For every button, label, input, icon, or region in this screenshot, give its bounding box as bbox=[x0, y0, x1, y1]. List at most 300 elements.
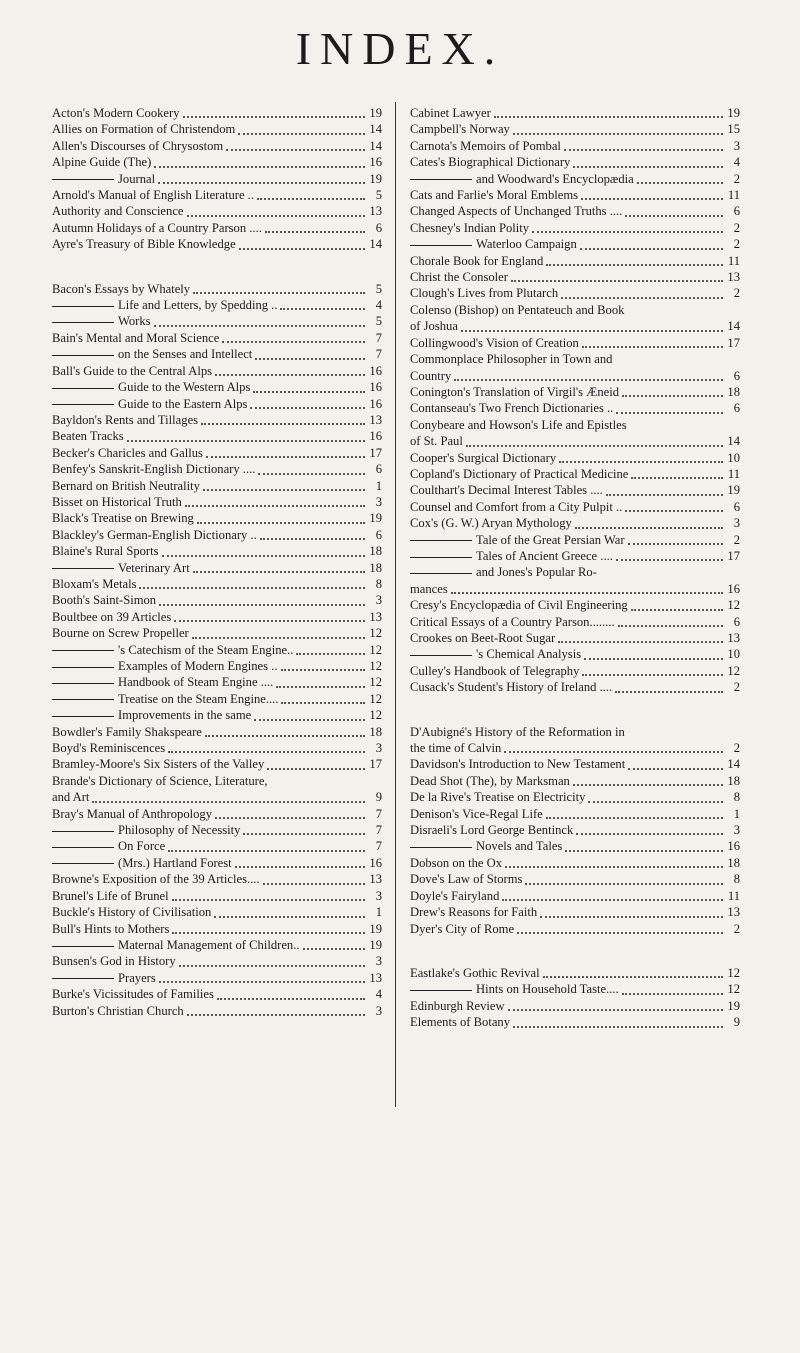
entry-text: Blackley's German-English Dictionary .. bbox=[52, 527, 257, 542]
leader-dots bbox=[235, 865, 365, 868]
index-entry bbox=[52, 871, 382, 887]
entry-label bbox=[52, 138, 223, 154]
entry-label bbox=[52, 674, 273, 690]
entry-label bbox=[410, 548, 613, 564]
page-number: 2 bbox=[733, 171, 740, 186]
entry-label bbox=[410, 904, 537, 920]
entry-label bbox=[410, 855, 502, 871]
entry-text: Copland's Dictionary of Practical Medicine bbox=[410, 466, 629, 481]
ditto-rule bbox=[52, 847, 114, 848]
leader-dots bbox=[172, 898, 365, 901]
entry-text: Buckle's History of Civilisation bbox=[52, 905, 212, 920]
entry-label bbox=[410, 773, 570, 789]
index-entry bbox=[410, 368, 740, 384]
index-entry bbox=[410, 630, 740, 646]
leader-dots bbox=[187, 214, 365, 217]
leader-dots bbox=[139, 586, 365, 589]
entry-label bbox=[410, 888, 499, 904]
page-number: 12 bbox=[369, 626, 382, 641]
entry-text: Chesney's Indian Polity bbox=[410, 220, 530, 235]
page-number: 19 bbox=[369, 921, 382, 936]
entry-text: (Mrs.) Hartland Forest bbox=[118, 855, 232, 870]
entry-text: Beaten Tracks bbox=[52, 429, 124, 444]
entry-label bbox=[410, 871, 522, 887]
entry-text: Coulthart's Decimal Interest Tables .... bbox=[410, 483, 603, 498]
leader-dots bbox=[205, 734, 365, 737]
index-entry bbox=[52, 527, 382, 543]
ditto-rule bbox=[52, 388, 114, 389]
leader-dots bbox=[513, 1025, 723, 1028]
index-entry bbox=[410, 532, 740, 548]
leader-dots bbox=[584, 657, 723, 660]
ditto-rule bbox=[52, 863, 114, 864]
index-entry bbox=[410, 236, 740, 252]
entry-text: Benfey's Sanskrit-English Dictionary .... bbox=[52, 462, 256, 477]
entry-text: Guide to the Western Alps bbox=[118, 380, 251, 395]
entry-text: Autumn Holidays of a Country Parson .... bbox=[52, 220, 262, 235]
leader-dots bbox=[215, 373, 365, 376]
page-number: 3 bbox=[733, 823, 740, 838]
entry-text: Bacon's Essays by Whately bbox=[52, 281, 191, 296]
page-number: 12 bbox=[369, 642, 382, 657]
index-entry bbox=[410, 679, 740, 695]
page-number: 5 bbox=[375, 314, 382, 329]
entry-text: Dobson on the Ox bbox=[410, 855, 502, 870]
page-number: 8 bbox=[733, 790, 740, 805]
leader-dots bbox=[451, 591, 723, 594]
entry-label bbox=[410, 171, 634, 187]
entry-label bbox=[52, 445, 203, 461]
ditto-rule bbox=[410, 245, 472, 246]
ditto-rule bbox=[52, 650, 114, 651]
index-entry bbox=[410, 220, 740, 236]
index-entry bbox=[410, 564, 740, 580]
entry-label bbox=[52, 953, 176, 969]
leader-dots bbox=[637, 181, 723, 184]
entry-label bbox=[410, 822, 573, 838]
leader-dots bbox=[616, 411, 723, 414]
index-entry bbox=[410, 482, 740, 498]
entry-text: Denison's Vice-Regal Life bbox=[410, 806, 543, 821]
page-number: 17 bbox=[369, 445, 382, 460]
entry-label bbox=[52, 576, 136, 592]
index-entry bbox=[410, 614, 740, 630]
entry-text: Alpine Guide (The) bbox=[52, 155, 152, 170]
entry-label bbox=[52, 855, 232, 871]
entry-text: Burke's Vicissitudes of Families bbox=[52, 987, 214, 1002]
index-entry bbox=[410, 773, 740, 789]
index-entry bbox=[52, 642, 382, 658]
entry-label bbox=[52, 921, 169, 937]
page-number: 11 bbox=[727, 466, 740, 481]
entry-text: Blaine's Rural Sports bbox=[52, 544, 159, 559]
index-entry bbox=[52, 1003, 382, 1019]
index-entry bbox=[52, 478, 382, 494]
leader-dots bbox=[281, 701, 365, 704]
page-number: 17 bbox=[727, 335, 740, 350]
entry-label bbox=[410, 789, 585, 805]
index-entry bbox=[410, 384, 740, 400]
entry-text: Drew's Reasons for Faith bbox=[410, 905, 538, 920]
index-entry bbox=[52, 363, 382, 379]
index-entry bbox=[410, 806, 740, 822]
leader-dots bbox=[573, 165, 723, 168]
page-number: 18 bbox=[727, 773, 740, 788]
index-entry bbox=[410, 756, 740, 772]
index-entry bbox=[410, 417, 740, 433]
index-entry bbox=[410, 285, 740, 301]
entry-label bbox=[52, 888, 169, 904]
leader-dots bbox=[561, 296, 723, 299]
index-entry bbox=[410, 789, 740, 805]
entry-text: Allies on Formation of Christendom bbox=[52, 122, 236, 137]
page-number: 14 bbox=[369, 237, 382, 252]
entry-label bbox=[52, 756, 264, 772]
entry-text: Bernard on British Neutrality bbox=[52, 478, 200, 493]
page-number: 18 bbox=[369, 724, 382, 739]
leader-dots bbox=[222, 340, 365, 343]
index-entry bbox=[52, 396, 382, 412]
entry-label bbox=[52, 281, 190, 297]
index-entry bbox=[52, 220, 382, 236]
leader-dots bbox=[573, 783, 723, 786]
leader-dots bbox=[159, 603, 365, 606]
leader-dots bbox=[92, 800, 365, 803]
index-entry bbox=[410, 187, 740, 203]
entry-label bbox=[410, 335, 579, 351]
entry-label bbox=[52, 904, 211, 920]
page-number: 6 bbox=[733, 204, 740, 219]
leader-dots bbox=[606, 493, 723, 496]
leader-dots bbox=[183, 115, 366, 118]
entry-text: Disraeli's Lord George Bentinck bbox=[410, 823, 574, 838]
leader-dots bbox=[525, 882, 723, 885]
entry-label bbox=[52, 428, 124, 444]
entry-text: Becker's Charicles and Gallus bbox=[52, 445, 203, 460]
entry-label bbox=[410, 663, 579, 679]
entry-label bbox=[410, 838, 562, 854]
page-number: 4 bbox=[375, 987, 382, 1002]
index-entry bbox=[410, 597, 740, 613]
entry-label bbox=[410, 515, 572, 531]
entry-text: Tales of Ancient Greece .... bbox=[476, 548, 613, 563]
entry-text: Bourne on Screw Propeller bbox=[52, 626, 189, 641]
index-entry bbox=[52, 543, 382, 559]
page-number: 11 bbox=[727, 188, 740, 203]
page-number: 15 bbox=[727, 122, 740, 137]
leader-dots bbox=[254, 718, 365, 721]
index-entry bbox=[410, 433, 740, 449]
leader-dots bbox=[158, 181, 365, 184]
index-entry bbox=[410, 203, 740, 219]
page-number: 18 bbox=[369, 544, 382, 559]
page-number: 2 bbox=[733, 741, 740, 756]
index-entry bbox=[52, 138, 382, 154]
entry-text: Carnota's Memoirs of Pombal bbox=[410, 138, 561, 153]
index-entry bbox=[410, 871, 740, 887]
entry-text: Life and Letters, by Spedding .. bbox=[118, 298, 278, 313]
entry-label bbox=[410, 614, 615, 630]
leader-dots bbox=[618, 624, 723, 627]
leader-dots bbox=[179, 964, 365, 967]
entry-label bbox=[410, 756, 625, 772]
leader-dots bbox=[127, 439, 365, 442]
entry-label bbox=[52, 510, 194, 526]
entry-label bbox=[52, 773, 268, 789]
page-number: 6 bbox=[375, 462, 382, 477]
ditto-rule bbox=[410, 573, 472, 574]
leader-dots bbox=[504, 750, 723, 753]
entry-text: Burton's Christian Church bbox=[52, 1003, 184, 1018]
leader-dots bbox=[258, 472, 365, 475]
entry-text: Guide to the Eastern Alps bbox=[118, 396, 248, 411]
entry-label bbox=[410, 646, 581, 662]
entry-text: Eastlake's Gothic Revival bbox=[410, 965, 540, 980]
entry-text: Journal bbox=[118, 171, 156, 186]
index-entry bbox=[410, 581, 740, 597]
leader-dots bbox=[588, 800, 723, 803]
index-entry bbox=[410, 105, 740, 121]
entry-text: the time of Calvin bbox=[410, 741, 502, 756]
page-number: 12 bbox=[369, 659, 382, 673]
leader-dots bbox=[250, 406, 365, 409]
leader-dots bbox=[631, 608, 723, 611]
index-entry bbox=[52, 838, 382, 854]
entry-label bbox=[52, 203, 184, 219]
entry-label bbox=[52, 171, 155, 187]
ditto-rule bbox=[410, 179, 472, 180]
entry-label bbox=[410, 965, 540, 981]
leader-dots bbox=[217, 997, 365, 1000]
entry-text: De la Rive's Treatise on Electricity bbox=[410, 790, 586, 805]
leader-dots bbox=[303, 947, 365, 950]
entry-text: 's Chemical Analysis bbox=[476, 647, 582, 662]
entry-text: Critical Essays of a Country Parson........ bbox=[410, 614, 615, 629]
ditto-rule bbox=[410, 557, 472, 558]
entry-text: Bray's Manual of Anthropology bbox=[52, 806, 213, 821]
index-entry bbox=[410, 921, 740, 937]
leader-dots bbox=[631, 476, 723, 479]
entry-label bbox=[52, 658, 278, 674]
page-number: 7 bbox=[375, 839, 382, 854]
page-number: 3 bbox=[733, 516, 740, 531]
index-entry bbox=[52, 625, 382, 641]
entry-label bbox=[52, 396, 247, 412]
entry-text: Bunsen's God in History bbox=[52, 954, 176, 969]
leader-dots bbox=[185, 504, 365, 507]
index-column-right bbox=[410, 105, 740, 1031]
entry-text: Dead Shot (The), by Marksman bbox=[410, 773, 570, 788]
entry-text: Philosophy of Necessity bbox=[118, 823, 241, 838]
index-entry bbox=[52, 953, 382, 969]
leader-dots bbox=[174, 619, 365, 622]
page-number: 9 bbox=[375, 790, 382, 805]
entry-text: Collingwood's Vision of Creation bbox=[410, 335, 579, 350]
entry-label bbox=[52, 740, 165, 756]
page-number: 12 bbox=[369, 675, 382, 690]
entry-text: Treatise on the Steam Engine.... bbox=[118, 691, 279, 706]
page-number: 6 bbox=[733, 401, 740, 416]
leader-dots bbox=[193, 570, 365, 573]
page-number: 4 bbox=[375, 298, 382, 313]
leader-dots bbox=[558, 640, 723, 643]
page-number: 11 bbox=[727, 888, 740, 903]
leader-dots bbox=[263, 882, 365, 885]
index-entry bbox=[52, 297, 382, 313]
entry-text: Dove's Law of Storms bbox=[410, 872, 523, 887]
page-number: 19 bbox=[369, 106, 382, 120]
index-entry bbox=[52, 203, 382, 219]
entry-label bbox=[410, 679, 612, 695]
leader-dots bbox=[502, 898, 723, 901]
entry-label bbox=[52, 937, 300, 953]
page-number: 19 bbox=[369, 171, 382, 186]
entry-label bbox=[410, 482, 603, 498]
index-entry bbox=[410, 663, 740, 679]
index-entry bbox=[52, 724, 382, 740]
leader-dots bbox=[582, 345, 723, 348]
leader-dots bbox=[197, 521, 365, 524]
page-number: 2 bbox=[733, 680, 740, 695]
entry-text: Booth's Saint-Simon bbox=[52, 593, 157, 608]
entry-label bbox=[52, 1003, 184, 1019]
entry-label bbox=[410, 318, 458, 334]
ditto-rule bbox=[52, 355, 114, 356]
ditto-rule bbox=[52, 683, 114, 684]
ditto-rule bbox=[52, 978, 114, 979]
page-number: 2 bbox=[733, 532, 740, 547]
entry-text: Bayldon's Rents and Tillages bbox=[52, 412, 199, 427]
leader-dots bbox=[192, 636, 365, 639]
page-number: 16 bbox=[727, 839, 740, 854]
entry-label bbox=[410, 121, 510, 137]
index-entry bbox=[52, 937, 382, 953]
leader-dots bbox=[168, 750, 365, 753]
page-number: 9 bbox=[733, 1015, 740, 1030]
section-gap bbox=[52, 253, 382, 281]
entry-text: Davidson's Introduction to New Testament bbox=[410, 757, 626, 772]
entry-label bbox=[410, 351, 612, 367]
entry-label bbox=[410, 724, 625, 740]
entry-label bbox=[52, 822, 240, 838]
index-entry bbox=[52, 445, 382, 461]
index-entry bbox=[410, 466, 740, 482]
entry-text: Crookes on Beet-Root Sugar bbox=[410, 631, 556, 645]
page-title: INDEX. bbox=[295, 23, 505, 74]
entry-label bbox=[410, 499, 622, 515]
index-entry bbox=[410, 450, 740, 466]
leader-dots bbox=[581, 197, 723, 200]
leader-dots bbox=[454, 378, 723, 381]
index-entry bbox=[52, 822, 382, 838]
entry-text: Christ the Consoler bbox=[410, 270, 508, 285]
column-divider bbox=[395, 102, 396, 1107]
index-entry bbox=[410, 965, 740, 981]
entry-label bbox=[52, 986, 214, 1002]
ditto-rule bbox=[52, 831, 114, 832]
entry-label bbox=[410, 564, 597, 580]
index-entry bbox=[52, 412, 382, 428]
leader-dots bbox=[564, 148, 723, 151]
page-number: 2 bbox=[733, 220, 740, 235]
leader-dots bbox=[628, 767, 723, 770]
entry-text: Cresy's Encyclopædia of Civil Engineering bbox=[410, 598, 628, 613]
ditto-rule bbox=[52, 404, 114, 405]
index-entry bbox=[410, 515, 740, 531]
entry-text: and Jones's Popular Ro- bbox=[476, 565, 597, 580]
entry-text: Improvements in the same bbox=[118, 708, 252, 723]
entry-label bbox=[410, 581, 448, 597]
ditto-rule bbox=[410, 655, 472, 656]
index-entry bbox=[52, 428, 382, 444]
entry-label bbox=[52, 592, 156, 608]
page-number: 7 bbox=[375, 330, 382, 345]
index-entry bbox=[52, 921, 382, 937]
page-number: 16 bbox=[369, 155, 382, 170]
entry-text: Works bbox=[118, 314, 151, 329]
entry-text: Veterinary Art bbox=[118, 560, 190, 575]
page-number: 1 bbox=[375, 478, 382, 493]
page-number: 16 bbox=[369, 380, 382, 395]
leader-dots bbox=[215, 816, 365, 819]
entry-text: of St. Paul bbox=[410, 434, 463, 449]
leader-dots bbox=[187, 1013, 365, 1016]
leader-dots bbox=[255, 357, 365, 360]
page-number: 2 bbox=[733, 237, 740, 252]
index-entry bbox=[52, 560, 382, 576]
page-number: 3 bbox=[375, 494, 382, 509]
entry-label bbox=[410, 253, 543, 269]
leader-dots bbox=[622, 394, 723, 397]
entry-label bbox=[410, 433, 463, 449]
leader-dots bbox=[280, 307, 365, 310]
entry-label bbox=[52, 346, 252, 362]
section-gap bbox=[410, 696, 740, 724]
index-entry bbox=[410, 351, 740, 367]
entry-label bbox=[410, 138, 561, 154]
entry-text: Bloxam's Metals bbox=[52, 576, 137, 591]
index-entry bbox=[52, 904, 382, 920]
entry-label bbox=[410, 1014, 510, 1030]
entry-text: mances bbox=[410, 581, 448, 596]
page-number: 5 bbox=[375, 188, 382, 203]
entry-label bbox=[52, 330, 219, 346]
leader-dots bbox=[575, 526, 723, 529]
index-entry bbox=[52, 105, 382, 121]
leader-dots bbox=[580, 247, 723, 250]
index-entry bbox=[410, 400, 740, 416]
ditto-rule bbox=[52, 699, 114, 700]
index-entry bbox=[52, 986, 382, 1002]
index-entry bbox=[410, 253, 740, 269]
index-entry bbox=[410, 740, 740, 756]
leader-dots bbox=[576, 832, 723, 835]
entry-label bbox=[52, 461, 255, 477]
leader-dots bbox=[203, 488, 365, 491]
entry-text: Novels and Tales bbox=[476, 839, 563, 854]
entry-text: and Woodward's Encyclopædia bbox=[476, 171, 634, 186]
entry-label bbox=[52, 236, 236, 252]
entry-text: Bramley-Moore's Six Sisters of the Valley bbox=[52, 757, 265, 772]
page-number: 19 bbox=[727, 483, 740, 498]
entry-label bbox=[410, 187, 578, 203]
leader-dots bbox=[546, 263, 723, 266]
entry-text: Tale of the Great Persian War bbox=[476, 532, 625, 547]
index-entry bbox=[52, 773, 382, 789]
index-entry bbox=[410, 888, 740, 904]
entry-text: Clough's Lives from Plutarch bbox=[410, 286, 559, 301]
index-entry bbox=[52, 461, 382, 477]
